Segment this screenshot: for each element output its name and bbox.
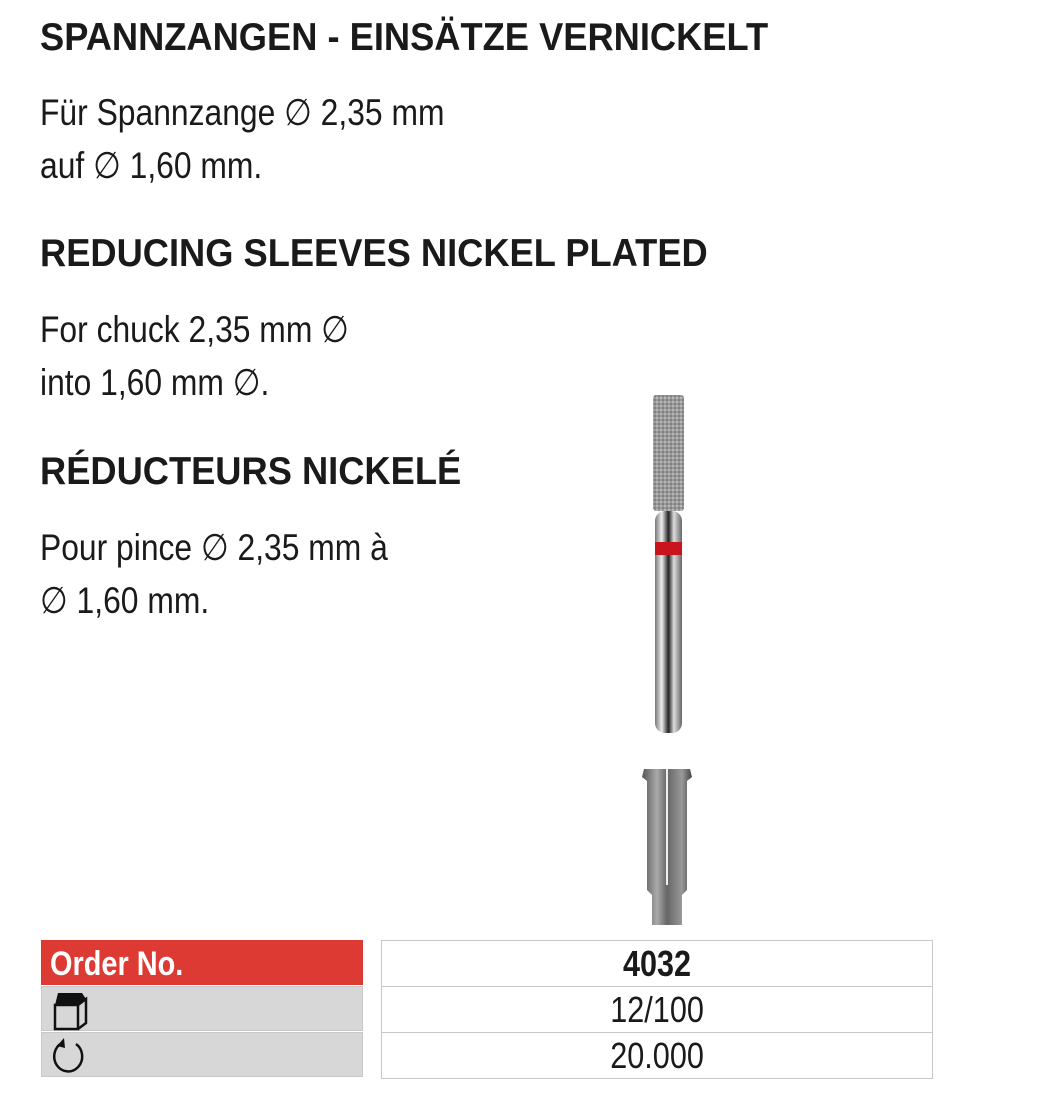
speed-label-cell bbox=[41, 1032, 363, 1077]
desc-line: For chuck 2,35 mm ∅ bbox=[40, 309, 349, 350]
package-qty-value bbox=[381, 986, 933, 1033]
title-french: RÉDUCTEURS NICKELÉ bbox=[40, 450, 462, 493]
diamond-bur bbox=[653, 395, 684, 733]
package-label-cell bbox=[41, 986, 363, 1031]
box-icon bbox=[50, 991, 90, 1031]
order-no-label-text: Order No. bbox=[50, 945, 184, 983]
product-image bbox=[620, 385, 720, 930]
package-qty-text: 12/100 bbox=[610, 989, 704, 1030]
title-german: SPANNZANGEN - EINSÄTZE VERNICKELT bbox=[40, 16, 769, 59]
desc-german bbox=[40, 86, 444, 192]
desc-line: Pour pince ∅ 2,35 mm à bbox=[40, 527, 388, 568]
title-english: REDUCING SLEEVES NICKEL PLATED bbox=[40, 232, 708, 275]
speed-value bbox=[381, 1032, 933, 1079]
desc-line: ∅ 1,60 mm. bbox=[40, 580, 210, 621]
bur-color-band bbox=[655, 542, 682, 555]
desc-french bbox=[40, 521, 388, 627]
speed-text: 20.000 bbox=[610, 1035, 704, 1076]
desc-line: auf ∅ 1,60 mm. bbox=[40, 145, 263, 186]
order-no-value bbox=[381, 940, 933, 987]
desc-line: into 1,60 mm ∅. bbox=[40, 362, 270, 403]
desc-line: Für Spannzange ∅ 2,35 mm bbox=[40, 92, 445, 133]
reducing-sleeve bbox=[642, 769, 692, 925]
rotation-icon bbox=[50, 1037, 90, 1077]
desc-english bbox=[40, 303, 349, 409]
order-no-label bbox=[41, 940, 363, 985]
order-no-text: 4032 bbox=[622, 943, 692, 984]
